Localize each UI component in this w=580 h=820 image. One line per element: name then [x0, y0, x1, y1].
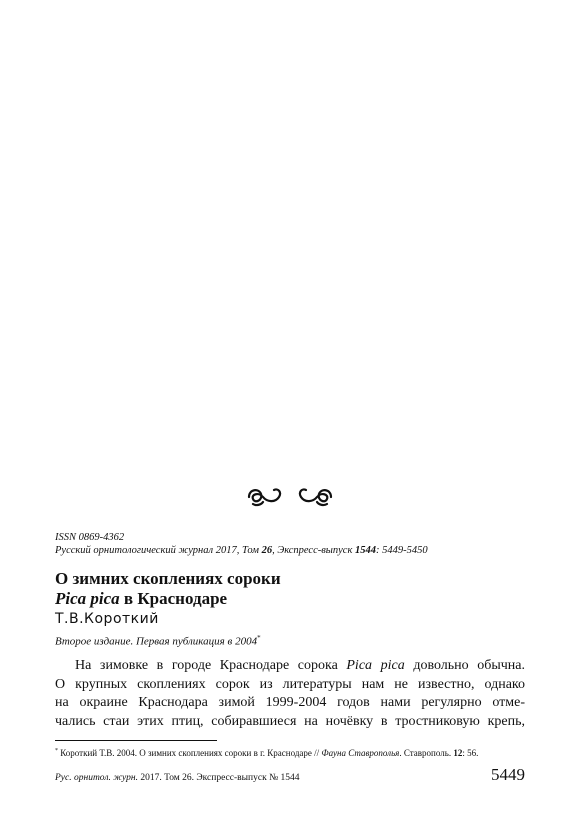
footer-journal-abbr: Рус. орнитол. журн.	[55, 773, 138, 783]
title-species-name: Pica pica	[55, 589, 120, 608]
body-line-4: чались стаи этих птиц, собиравшиеся на ночёвку в тростниковую крепь,	[55, 713, 525, 729]
footnote-text: Короткий Т.В. 2004. О зимних скоплениях сороки в г. Краснодаре //	[58, 748, 322, 758]
title-line-2-rest: в Краснодаре	[119, 589, 228, 608]
article-body	[55, 657, 525, 731]
page-range: : 5449-5450	[376, 545, 428, 556]
issue-number: 1544	[355, 545, 377, 556]
footnote-mark: *	[55, 748, 58, 754]
author-name: Т.В.Короткий	[55, 611, 159, 627]
body-line-1	[55, 657, 525, 676]
footnote-volume: 12	[453, 748, 463, 758]
volume-number: 26	[261, 545, 273, 556]
reprint-note-text: Второе издание. Первая публикация в 2004	[55, 635, 258, 648]
journal-prefix: Русский орнитологический журнал 2017, Том	[55, 545, 262, 556]
body-line-2: О крупных скоплениях сорок из литературы нам не известно, однако	[55, 676, 525, 692]
reprint-note	[55, 634, 261, 648]
issue-prefix: , Экспресс-выпуск	[272, 545, 356, 556]
footnote-pages: : 56.	[462, 748, 479, 758]
species-name: Pica pica	[346, 658, 405, 673]
page-number: 5449	[491, 765, 525, 784]
issn-line: ISSN 0869-4362	[55, 532, 125, 543]
journal-citation	[55, 544, 428, 557]
footer-issue: 2017. Том 26. Экспресс-выпуск № 1544	[137, 773, 300, 783]
running-footer	[55, 773, 300, 783]
body-text: довольно обычна.	[404, 658, 526, 673]
footnote	[55, 746, 535, 759]
footnote-divider	[55, 740, 217, 741]
title-line-1: О зимних скоплениях сороки	[55, 569, 281, 588]
decorative-fleuron-pair-icon	[0, 484, 580, 510]
article-title	[55, 569, 535, 609]
footnote-text-2: . Ставрополь.	[399, 748, 454, 758]
footnote-marker: *	[257, 634, 261, 642]
body-text: На зимовке в городе Краснодаре сорока	[75, 658, 347, 673]
footnote-journal: Фауна Ставрополья	[321, 748, 400, 758]
body-line-3: на окраине Краснодара зимой 1999-2004 годов нами регулярно отме-	[55, 695, 525, 710]
title-line-2	[55, 589, 535, 609]
